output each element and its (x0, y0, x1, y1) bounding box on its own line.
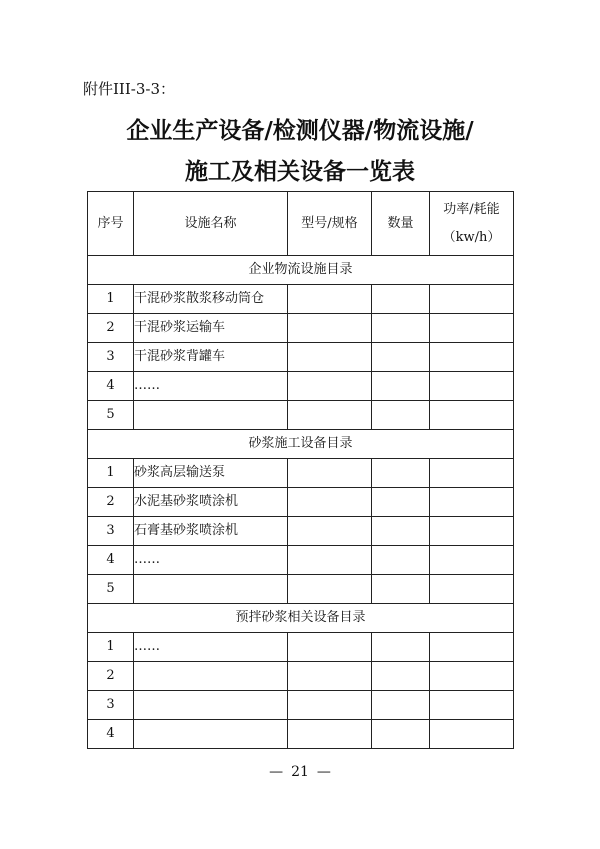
row-qty-cell (372, 343, 430, 372)
row-facility-name: 石膏基砂浆喷涂机 (134, 517, 288, 546)
table-row (88, 401, 514, 430)
header-power-line2: （kw/h） (442, 229, 501, 245)
document-title-line-2: 施工及相关设备一览表 (185, 158, 415, 185)
header-qty: 数量 (372, 192, 430, 256)
section-row (88, 430, 514, 459)
document-title-line-1: 企业生产设备/检测仪器/物流设施/ (126, 117, 474, 144)
header-seq: 序号 (88, 192, 134, 256)
row-qty-cell (372, 459, 430, 488)
row-facility-name: 水泥基砂浆喷涂机 (134, 488, 288, 517)
annex-label: 附件III-3-3： (83, 80, 175, 98)
row-facility-name: …… (134, 546, 288, 575)
row-power-cell (430, 546, 514, 575)
table-row (88, 343, 514, 372)
row-model-cell (288, 575, 372, 604)
row-number: 1 (88, 285, 134, 314)
row-qty-cell (372, 575, 430, 604)
row-model-cell (288, 314, 372, 343)
table-row (88, 575, 514, 604)
row-qty-cell (372, 691, 430, 720)
section-row (88, 604, 514, 633)
section-row (88, 256, 514, 285)
table-row (88, 662, 514, 691)
row-qty-cell (372, 372, 430, 401)
row-number: 1 (88, 459, 134, 488)
row-number: 3 (88, 343, 134, 372)
row-number: 3 (88, 691, 134, 720)
table-row (88, 372, 514, 401)
equipment-table (87, 191, 514, 749)
table-row (88, 285, 514, 314)
table-header-row (88, 192, 514, 256)
row-facility-name: …… (134, 633, 288, 662)
row-power-cell (430, 488, 514, 517)
table-row (88, 546, 514, 575)
row-facility-name: 干混砂浆运输车 (134, 314, 288, 343)
row-qty-cell (372, 517, 430, 546)
row-power-cell (430, 314, 514, 343)
table-row (88, 633, 514, 662)
row-model-cell (288, 662, 372, 691)
row-facility-name: 砂浆高层输送泵 (134, 459, 288, 488)
row-number: 2 (88, 662, 134, 691)
row-power-cell (430, 517, 514, 546)
row-model-cell (288, 401, 372, 430)
page-dash-left: — (269, 764, 284, 780)
section-title: 预拌砂浆相关设备目录 (88, 604, 514, 633)
row-qty-cell (372, 401, 430, 430)
row-model-cell (288, 517, 372, 546)
row-number: 5 (88, 401, 134, 430)
table-row (88, 720, 514, 749)
row-power-cell (430, 343, 514, 372)
row-facility-name (134, 720, 288, 749)
row-number: 5 (88, 575, 134, 604)
row-number: 2 (88, 314, 134, 343)
row-model-cell (288, 285, 372, 314)
row-power-cell (430, 459, 514, 488)
row-power-cell (430, 633, 514, 662)
row-facility-name (134, 691, 288, 720)
row-facility-name: 干混砂浆散浆移动筒仓 (134, 285, 288, 314)
section-title: 砂浆施工设备目录 (88, 430, 514, 459)
row-power-cell (430, 691, 514, 720)
row-model-cell (288, 633, 372, 662)
row-qty-cell (372, 662, 430, 691)
row-model-cell (288, 691, 372, 720)
row-qty-cell (372, 314, 430, 343)
row-number: 4 (88, 546, 134, 575)
row-number: 2 (88, 488, 134, 517)
row-model-cell (288, 488, 372, 517)
table-row (88, 314, 514, 343)
table-row (88, 488, 514, 517)
row-power-cell (430, 372, 514, 401)
row-power-cell (430, 575, 514, 604)
row-qty-cell (372, 720, 430, 749)
table-row (88, 517, 514, 546)
row-power-cell (430, 285, 514, 314)
header-power (430, 192, 514, 256)
row-number: 1 (88, 633, 134, 662)
header-model: 型号/规格 (288, 192, 372, 256)
row-model-cell (288, 343, 372, 372)
row-model-cell (288, 720, 372, 749)
row-facility-name: 干混砂浆背罐车 (134, 343, 288, 372)
header-power-line1: 功率/耗能 (443, 201, 500, 217)
row-power-cell (430, 720, 514, 749)
row-qty-cell (372, 488, 430, 517)
table-row (88, 691, 514, 720)
row-model-cell (288, 546, 372, 575)
row-number: 3 (88, 517, 134, 546)
page-number (0, 764, 600, 780)
table-body (88, 256, 514, 749)
header-name: 设施名称 (134, 192, 288, 256)
row-facility-name (134, 662, 288, 691)
row-number: 4 (88, 372, 134, 401)
page-number-value: 21 (291, 764, 309, 780)
row-qty-cell (372, 546, 430, 575)
row-qty-cell (372, 285, 430, 314)
row-power-cell (430, 401, 514, 430)
row-number: 4 (88, 720, 134, 749)
row-facility-name (134, 401, 288, 430)
row-qty-cell (372, 633, 430, 662)
row-model-cell (288, 372, 372, 401)
table-row (88, 459, 514, 488)
section-title: 企业物流设施目录 (88, 256, 514, 285)
row-facility-name (134, 575, 288, 604)
page-dash-right: — (316, 764, 331, 780)
row-facility-name: …… (134, 372, 288, 401)
row-power-cell (430, 662, 514, 691)
row-model-cell (288, 459, 372, 488)
